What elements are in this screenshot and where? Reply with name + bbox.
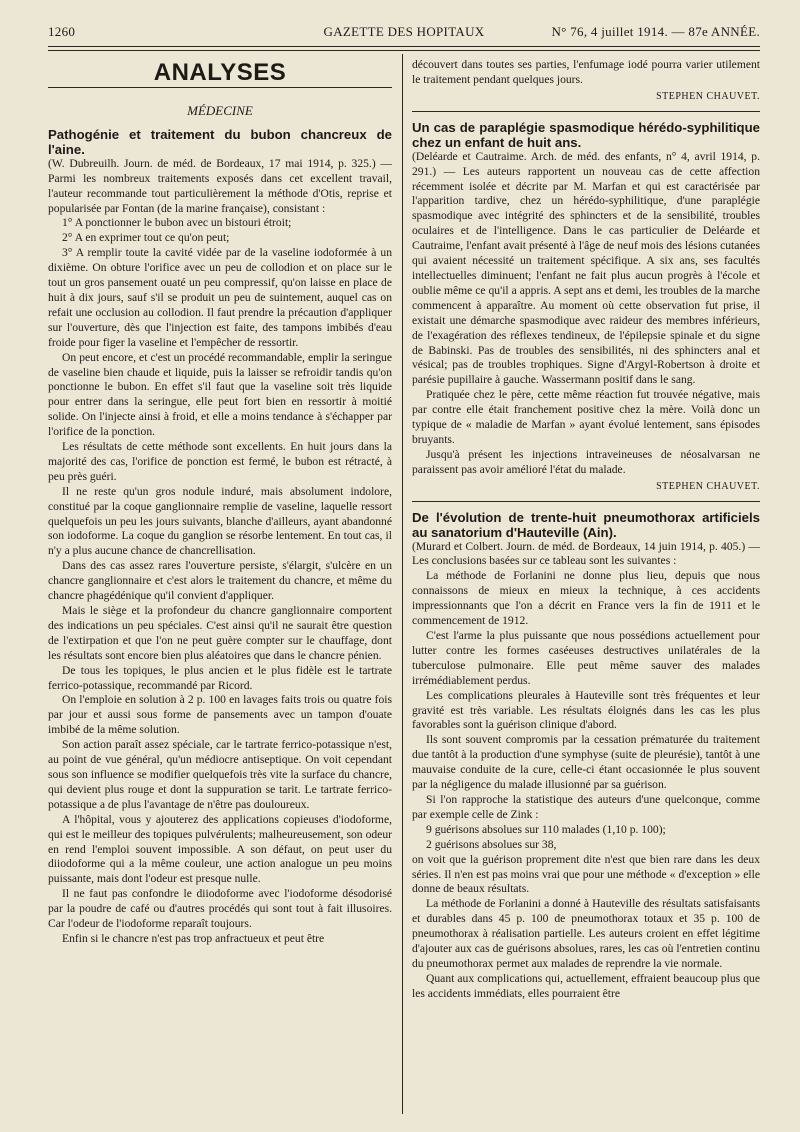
article-separator — [412, 501, 760, 502]
author-signature: STEPHEN CHAUVET. — [656, 90, 760, 102]
paragraph: (Murard et Colbert. Journ. de méd. de Bordeaux, 14 juin 1914, p. 405.) — Les conclusions basées sur ce tableau sont les suivantes : — [412, 539, 760, 568]
subsection-heading: MÉDECINE — [187, 102, 253, 118]
column-divider — [402, 54, 403, 1114]
section-title-rule — [48, 87, 392, 88]
list-item: 3° A remplir toute la cavité vidée par de la vaseline iodoformée à un dixième. On obture l'orifice avec un peu de collodion et on place sur le tout un gros pansement ouaté un peu compressif, qu'on laisse en place de huit à dix jours, sauf s'il se produit un peu de suintement, auquel cas on refait une occlusion au collodion. Il faut prendre la précaution d'appliquer sur l'ouverture, dès que l'injection est faite, des tampons imbibés d'eau froide pour figer la vaseline et l'empêcher de ressortir. — [48, 246, 392, 349]
article-title-paraplegie: Un cas de paraplégie spasmodique hérédo-syphilitique chez un enfant de huit ans. — [412, 119, 760, 150]
continued-paragraph: découvert dans toutes ses parties, l'enfumage iodé pourra varier utilement le traitement pendant quelques jours. — [412, 58, 760, 86]
list-item: 1° A ponctionner le bubon avec un bistouri étroit; — [62, 216, 292, 230]
paragraph: Il ne reste qu'un gros nodule induré, mais absolument indolore, constitué par la coque ganglionnaire remplie de vaseline, laquelle ressort quelquefois un peu les jours suivants, blanche d'ailleurs, ayant abandonné son iodoforme. La coque du ganglion se résorbe lentement. En tout cas, il n'y a plus aucune chance de chancrellisation. — [48, 484, 392, 558]
paragraph: La méthode de Forlanini a donné à Hauteville des résultats satisfaisants et durables dans 45 p. 100 de pneumothorax totaux et 35 p. 100 de pneumothorax à réalisation partielle. Les auteurs croient en effet légitime d'ajouter aux cas de guérisons absolues, rares, les cas où l'entretien continu du pneumothorax permet aux malades de reprendre la vie normale. — [412, 897, 760, 970]
paragraph: On peut encore, et c'est un procédé recommandable, emplir la seringue de vaseline bien chaude et liquide, puis la laisser se refroidir tandis qu'on ponctionne le bubon. En effet s'il faut que la vaseline soit très liquide pour entrer dans la seringue, elle peut fort bien en ressortir à moitié solide. On l'injecte ainsi à froid, et elle a moins tendance à s'échapper par l'orifice de la ponction. — [48, 350, 392, 439]
paragraph: Ils sont souvent compromis par la cessation prématurée du traitement due tantôt à la production d'une symphyse (suite de pleurésie), tantôt à une mauvaise conduite de la cure, celle-ci étant occasionnée le plus souvent par la négligence du malade illusionné par sa guérison. — [412, 733, 760, 792]
paragraph: Enfin si le chancre n'est pas trop anfractueux et peut être — [62, 931, 325, 945]
article-title-bubon: Pathogénie et traitement du bubon chancreux de l'aine. — [48, 126, 392, 157]
running-header — [48, 24, 760, 44]
paragraph: De tous les topiques, le plus ancien et le plus fidèle est le tartrate ferrico-potassique, recommandé par Ricord. — [48, 663, 392, 692]
paragraph: on voit que la guérison proprement dite n'est que bien rare dans les deux séries. Il n'en est pas moins vrai que pour une méthode « d'exception » elle donne de beaux résultats. — [412, 852, 760, 896]
paragraph: Dans des cas assez rares l'ouverture persiste, s'élargit, s'ulcère en un chancre ganglionnaire et c'est alors le traitement du chancre, et même du chancre phagédénique qu'il convient d'appliquer. — [48, 559, 392, 603]
left-column — [48, 58, 392, 947]
list-item: 2° A en exprimer tout ce qu'on peut; — [62, 231, 230, 245]
article-title-pneumothorax: De l'évolution de trente-huit pneumothorax artificiels au sanatorium d'Hauteville (Ain). — [412, 509, 760, 540]
author-signature: STEPHEN CHAUVET. — [656, 480, 760, 492]
paragraph: Les résultats de cette méthode sont excellents. En huit jours dans la majorité des cas, l'orifice de ponction est fermé, le bubon est rétracté, à peu près guéri. — [48, 440, 392, 483]
journal-name: GAZETTE DES HOPITAUX — [323, 24, 485, 39]
paragraph: Quant aux complications qui, actuellement, effraient beaucoup plus que les accidents immédiats, elles pourraient être — [412, 971, 760, 1000]
right-column — [412, 58, 760, 1002]
header-rule-top — [48, 46, 760, 47]
paragraph: La méthode de Forlanini ne donne plus lieu, depuis que nous connaissons de mieux en mieux la technique, à ces accidents impressionnants que l'on a décrit en France vers la fin de 1911 et le commencement de 1912. — [412, 569, 760, 628]
paragraph: Il ne faut pas confondre le diiodoforme avec l'iodoforme désodorisé par la poudre de café ou d'autres procédés qui sont tout à fait illusoires. Car l'odeur de l'iodoforme reparaît toujours. — [48, 887, 392, 931]
paragraph: C'est l'arme la plus puissante que nous possédions actuellement pour lutter contre les formes caséeuses destructives unilatérales de la tuberculose pulmonaire. Elle peut même sauver des malades irrémédiablement perdus. — [412, 629, 760, 687]
paragraph: (Deléarde et Cautraime. Arch. de méd. des enfants, n° 4, avril 1914, p. 291.) — Les auteurs rapportent un nouveau cas de cette affection récemment isolée et décrite par M. Marfan et qui est caractérisée par l'apparition tardive, chez un hérédo-syphilitique, d'une paraplégie spasmodique avec intégrité des sphincters et de la sensibilité, troubles oculaires et de l'intelligence. Dans le cas particulier de Deléarde et Cautraime, l'enfant avait présenté à l'âge de neuf mois des lésions cutanées qui avaient nécessité un traitement spécifique. A six ans, ses facultés intellectuelles diminuent; l'enfant ne fait plus aucun progrès à l'école et oublie même ce qu'il a appris. A sept ans et demi, les troubles de la marche commencent à apparaître. Au moment où cette observation fut prise, il existait une démarche spasmodique avec raideur des membres inférieurs, de l'exagération des réflexes tendineux, de l'épilepsie spinale et du signe de Babinski. Pas de troubles des sensibilités, ni des sphincters anal et vésical; pas de troubles trophiques. Signe d'Argyl-Robertson à droite et parésie pupillaire à gauche. Wassermann positif dans le sang. — [412, 149, 760, 387]
paragraph: Pratiquée chez le père, cette même réaction fut trouvée négative, mais par contre elle était franchement positive chez la mère. Voilà donc un typique de « maladie de Marfan » ayant évolué lentement, sans épisodes bruyants. — [412, 388, 760, 446]
paragraph: Les complications pleurales à Hauteville sont très fréquentes et leur gravité est très variable. Les résultats éloignés dans les cas les plus favorables sont la guérison clinique d'abord. — [412, 688, 760, 732]
issue-info: N° 76, 4 juillet 1914. — 87e ANNÉE. — [551, 24, 760, 39]
paragraph: Jusqu'à présent les injections intraveineuses de néosalvarsan ne paraissent pas avoir amélioré l'état du malade. — [412, 447, 760, 476]
list-item: 9 guérisons absolues sur 110 malades (1,10 p. 100); — [426, 822, 666, 836]
paragraph: Si l'on rapproche la statistique des auteurs d'une quelconque, comme par exemple celle de Zink : — [412, 792, 760, 821]
paragraph: A l'hôpital, vous y ajouterez des applications copieuses d'iodoforme, qui est le meilleur des topiques pulvérulents; malheureusement, son odeur en rend l'emploi souvent impossible. A son défaut, on peut user du diiodoforme qui a la même couleur, une action analogue un peu moins puissante, mais dont l'odeur est presque nulle. — [48, 812, 392, 886]
header-rule-bottom — [48, 50, 760, 51]
page-number: 1260 — [48, 24, 76, 39]
paragraph: (W. Dubreuilh. Journ. de méd. de Bordeaux, 17 mai 1914, p. 325.) — Parmi les nombreux traitements exposés dans cet excellent travail, l'auteur recommande tout particulièrement la méthode d'Otis, reprise et popularisée par Fontan (de la marine française), consistant : — [48, 156, 392, 215]
paragraph: On l'emploie en solution à 2 p. 100 en lavages faits trois ou quatre fois par jour et aussi sous forme de pansements avec un tampon d'ouate imbibé de la même solution. — [48, 693, 392, 737]
section-title: ANALYSES — [153, 59, 287, 86]
list-item: 2 guérisons absolues sur 38, — [426, 837, 557, 851]
paragraph: Mais le siège et la profondeur du chancre ganglionnaire comportent des indications un peu spéciales. C'est ainsi qu'il ne saurait être question de l'extirpation et que l'on ne peut guère compter sur le chauffage, dont les résultats sont encore bien plus aléatoires que dans le chancre pénien. — [48, 604, 392, 662]
article-separator — [412, 111, 760, 112]
paragraph: Son action paraît assez spéciale, car le tartrate ferrico-potassique n'est, au point de vue général, qu'un médiocre antiseptique. On voit cependant sous son influence se modifier quelquefois très vite la surface du chancre, qui devient plus rouge et dont la suppuration se tarit. Le tartrate ferrico-potassique a de plus l'avantage de n'être pas douloureux. — [48, 738, 392, 811]
